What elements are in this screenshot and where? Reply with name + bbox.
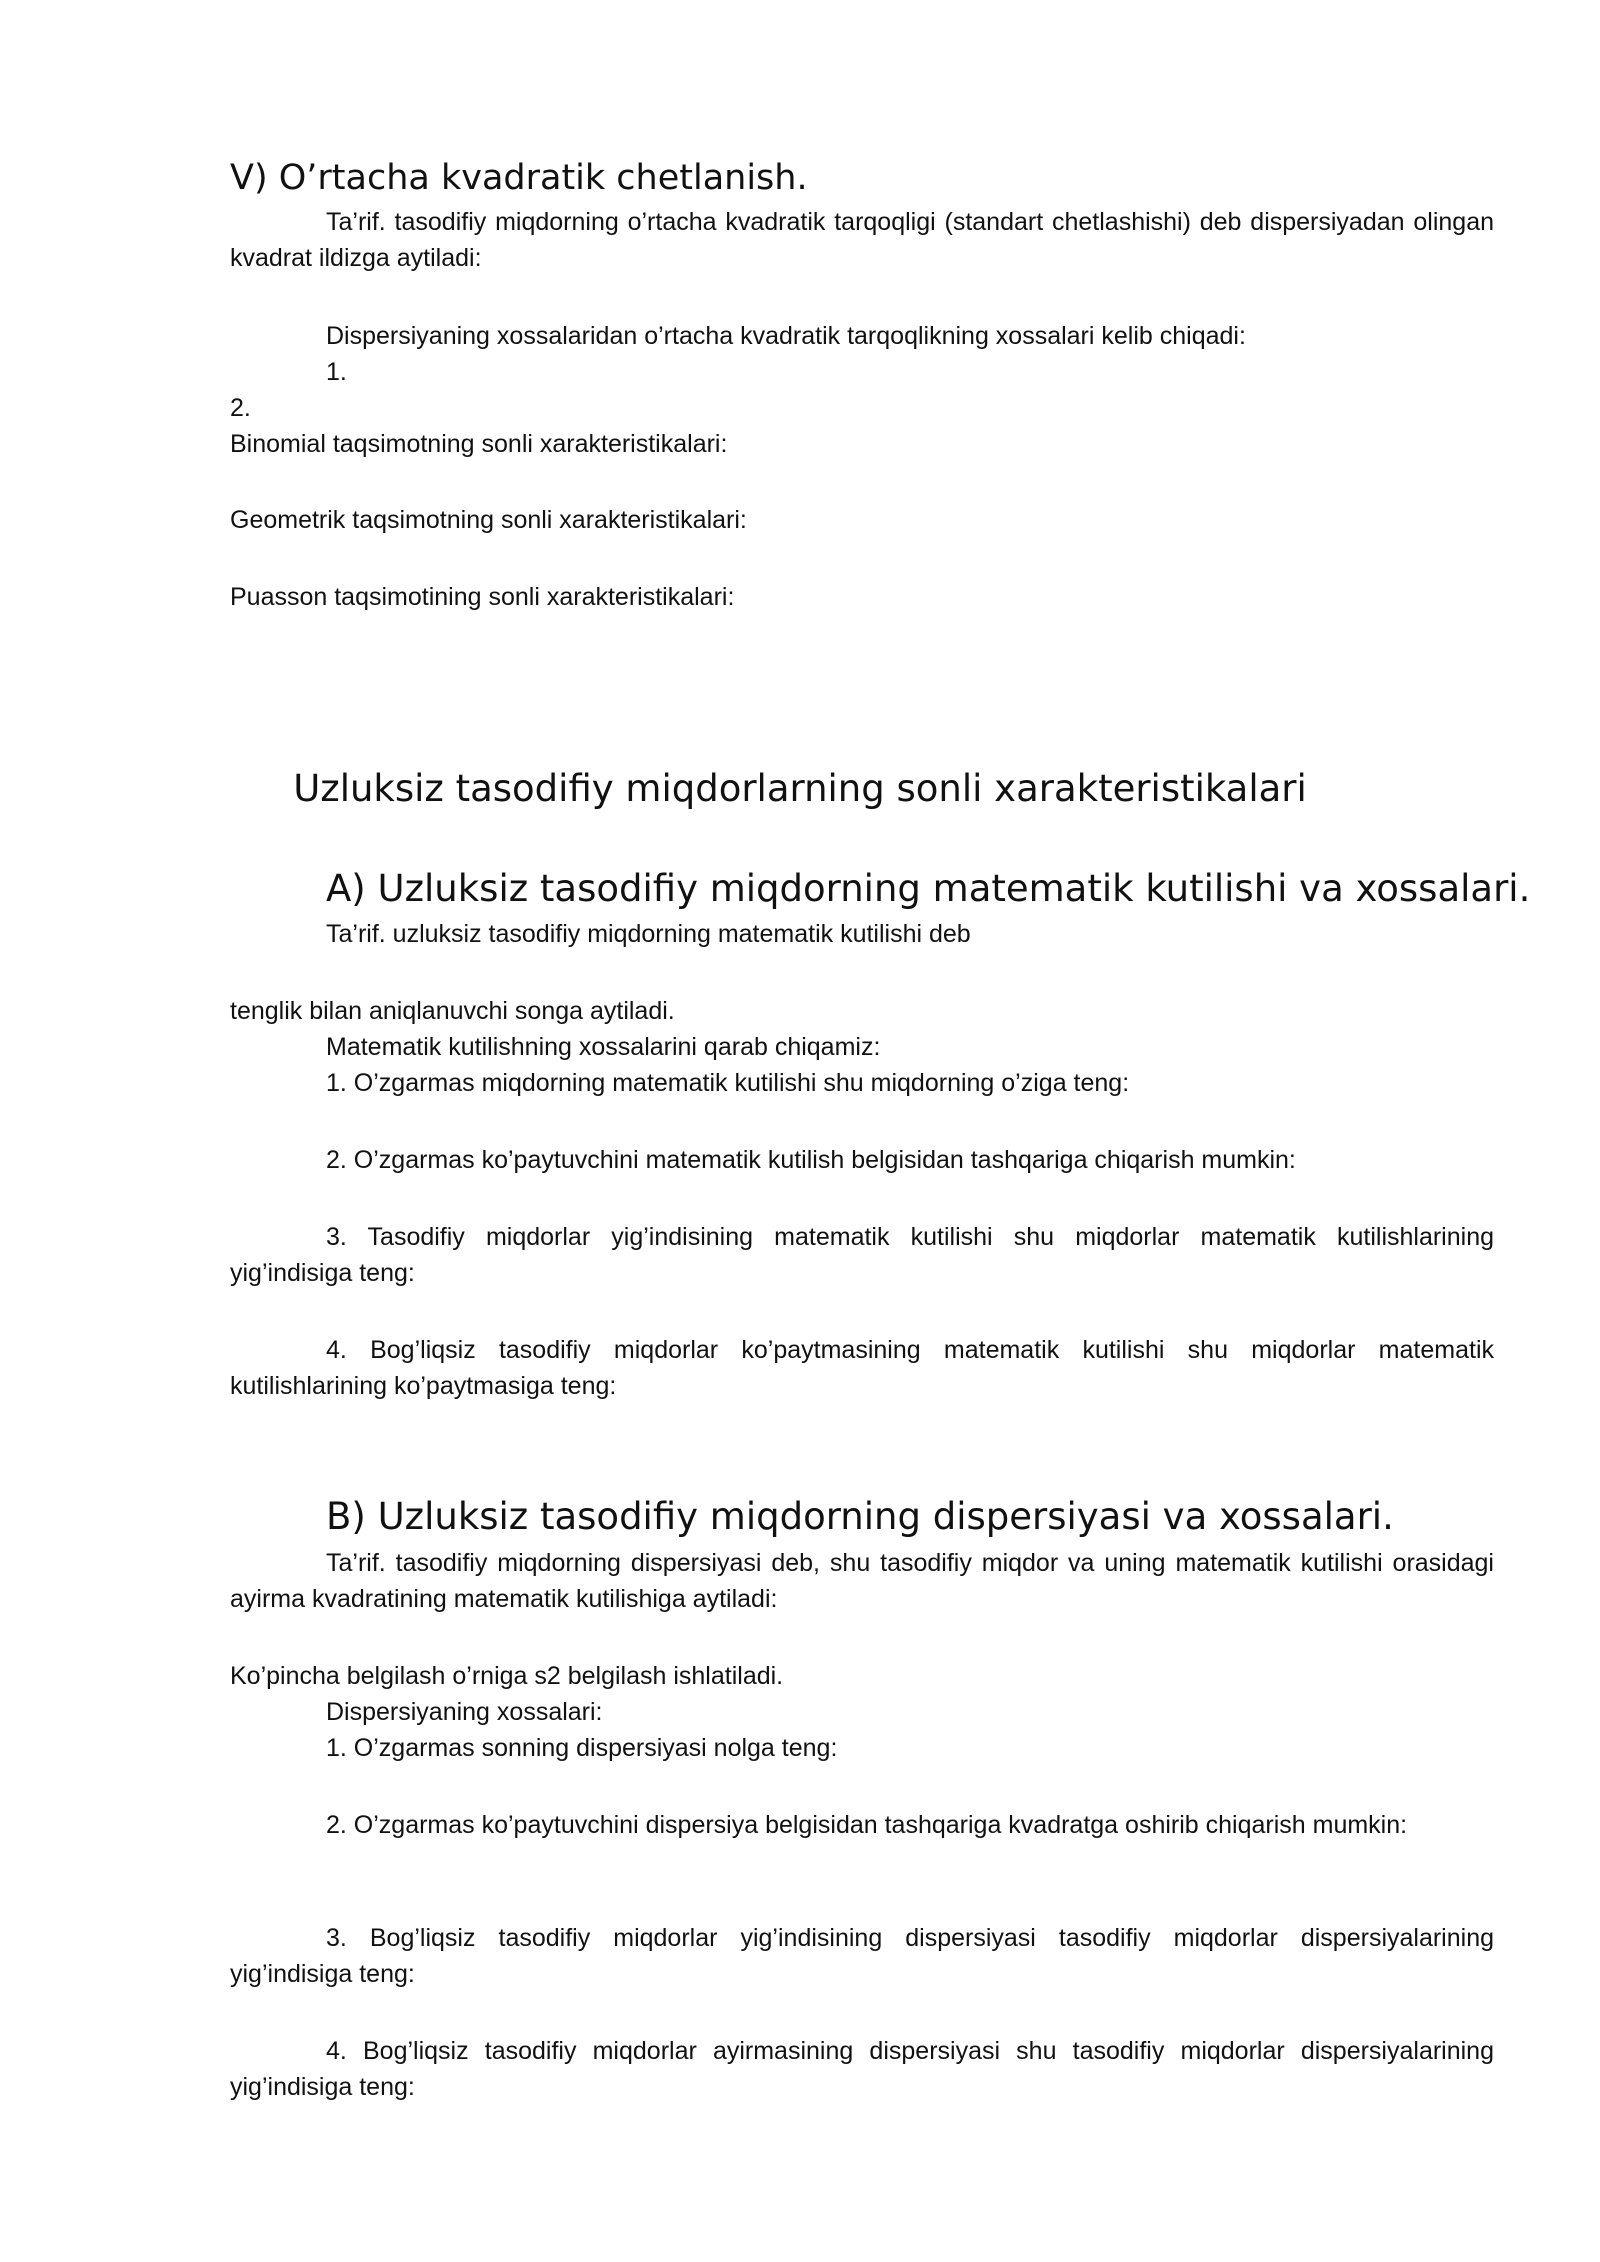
section-b-property-3: 3. Bog’liqsiz tasodifiy miqdorlar yig’indisining dispersiyasi tasodifiy miqdorlar dispersiyalarining yig’indisiga teng: bbox=[230, 1924, 1494, 1988]
section-b-notation: Ko’pincha belgilash o’rniga s2 belgilash ishlatiladi. bbox=[230, 1662, 784, 1690]
section-a-definition: Ta’rif. uzluksiz tasodifiy miqdorning matematik kutilishi deb bbox=[326, 920, 971, 948]
poisson-characteristics: Puasson taqsimotining sonli xarakteristikalari: bbox=[230, 583, 735, 611]
section-a-properties-intro: Matematik kutilishning xossalarini qarab chiqamiz: bbox=[326, 1033, 881, 1061]
section-a-equality-text: tenglik bilan aniqlanuvchi songa aytiladi. bbox=[230, 997, 675, 1025]
section-b-property-2: 2. O’zgarmas ko’paytuvchini dispersiya belgisidan tashqariga kvadratga oshirib chiqarish mumkin: bbox=[326, 1811, 1408, 1839]
section-b-definition: Ta’rif. tasodifiy miqdorning dispersiyasi deb, shu tasodifiy miqdor va uning matematik kutilishi orasidagi ayirma kvadratining matematik kutilishiga aytiladi: bbox=[230, 1549, 1494, 1613]
section-v-item-2: 2. bbox=[230, 394, 251, 422]
geometric-characteristics: Geometrik taqsimotning sonli xarakteristikalari: bbox=[230, 506, 747, 534]
section-a-property-4: 4. Bog’liqsiz tasodifiy miqdorlar ko’paytmasining matematik kutilishi shu miqdorlar matematik kutilishlarining ko’paytmasiga teng: bbox=[230, 1336, 1494, 1400]
binomial-characteristics: Binomial taqsimotning sonli xarakteristikalari: bbox=[230, 430, 728, 458]
continuous-section-title: Uzluksiz tasodifiy miqdorlarning sonli xarakteristikalari bbox=[293, 767, 1307, 810]
section-v-heading: V) O’rtacha kvadratik chetlanish. bbox=[230, 158, 808, 198]
section-a-property-3: 3. Tasodifiy miqdorlar yig’indisining matematik kutilishi shu miqdorlar matematik kutilishlarining yig’indisiga teng: bbox=[230, 1223, 1494, 1287]
section-a-property-2: 2. O’zgarmas ko’paytuvchini matematik kutilish belgisidan tashqariga chiqarish mumkin: bbox=[326, 1146, 1296, 1174]
section-b-property-1: 1. O’zgarmas sonning dispersiyasi nolga teng: bbox=[326, 1734, 838, 1762]
section-a-property-1: 1. O’zgarmas miqdorning matematik kutilishi shu miqdorning o’ziga teng: bbox=[326, 1069, 1130, 1097]
section-a-heading: A) Uzluksiz tasodifiy miqdorning matematik kutilishi va xossalari. bbox=[326, 867, 1531, 910]
section-v-item-1: 1. bbox=[326, 358, 347, 386]
section-v-definition: Ta’rif. tasodifiy miqdorning o’rtacha kvadratik tarqoqligi (standart chetlashishi) deb dispersiyadan olingan kvadrat ildizga aytiladi: bbox=[230, 208, 1494, 272]
section-b-heading: B) Uzluksiz tasodifiy miqdorning dispersiyasi va xossalari. bbox=[326, 1495, 1394, 1538]
section-b-properties-intro: Dispersiyaning xossalari: bbox=[326, 1698, 603, 1726]
section-v-properties-intro: Dispersiyaning xossalaridan o’rtacha kvadratik tarqoqlikning xossalari kelib chiqadi: bbox=[326, 322, 1246, 350]
section-b-property-4: 4. Bog’liqsiz tasodifiy miqdorlar ayirmasining dispersiyasi shu tasodifiy miqdorlar dispersiyalarining yig’indisiga teng: bbox=[230, 2037, 1494, 2101]
